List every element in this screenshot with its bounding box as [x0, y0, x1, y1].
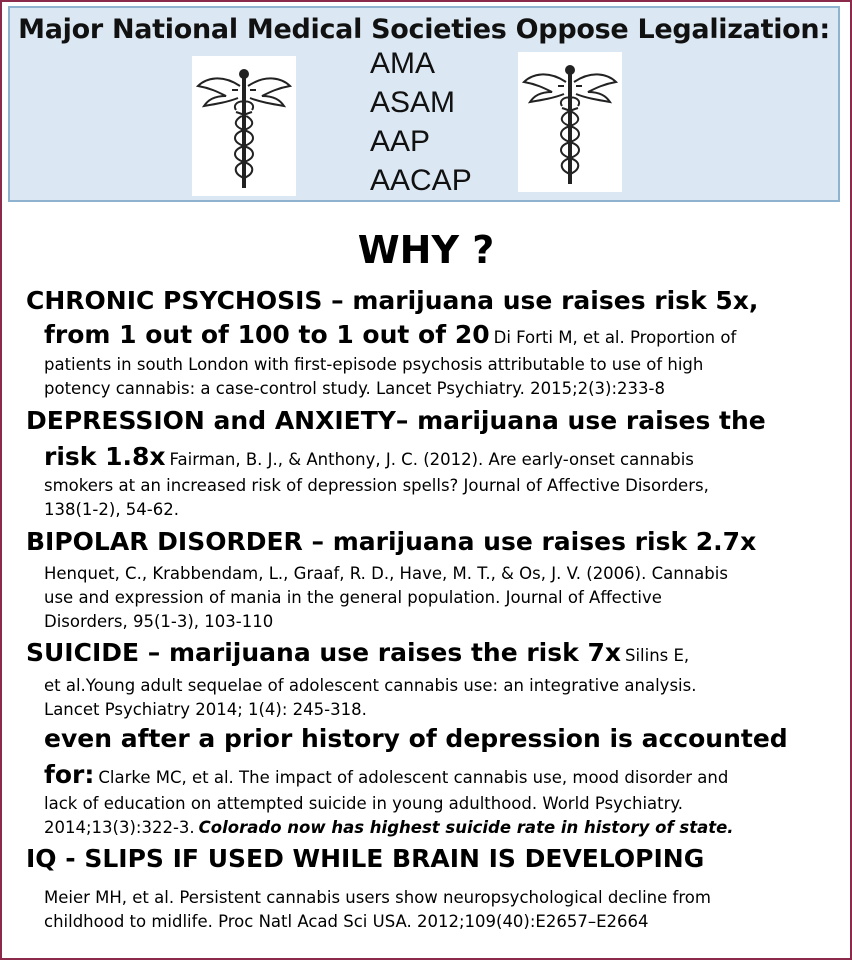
suicide-citation: et al.Young adult sequelae of adolescent cannabis use: an integrative analysis.: [44, 676, 697, 695]
suicide-citation-start: Clarke MC, et al. The impact of adolescent cannabis use, mood disorder and: [98, 768, 729, 787]
header-panel: [8, 6, 840, 202]
suicide-citation-start: Silins E,: [624, 646, 690, 665]
suicide-qualifier: even after a prior history of depression is accounted: [44, 724, 788, 753]
society-aacap: AACAP: [370, 164, 472, 197]
header-title: Major National Medical Societies Oppose Legalization:: [18, 14, 830, 45]
society-ama: AMA: [370, 47, 436, 80]
bipolar-citation: use and expression of mania in the general population. Journal of Affective: [44, 588, 662, 607]
depression-claim: DEPRESSION and ANXIETY– marijuana use raises the: [26, 406, 766, 435]
caduceus-icon: [518, 52, 622, 192]
psychosis-stat: from 1 out of 100 to 1 out of 20: [44, 320, 490, 349]
suicide-citation: Lancet Psychiatry 2014; 1(4): 245-318.: [44, 700, 367, 719]
caduceus-icon: [192, 56, 296, 196]
suicide-claim: SUICIDE – marijuana use raises the risk 7x: [26, 638, 621, 667]
suicide-qualifier-end: for:: [44, 760, 95, 789]
depression-stat: risk 1.8x: [44, 442, 166, 471]
iq-citation: childhood to midlife. Proc Natl Acad Sci USA. 2012;109(40):E2657–E2664: [44, 912, 649, 931]
psychosis-citation: patients in south London with first-episode psychosis attributable to use of high: [44, 355, 704, 374]
society-aap: AAP: [370, 125, 431, 158]
bipolar-citation: Disorders, 95(1-3), 103-110: [44, 612, 274, 631]
suicide-qualifier-line2: [44, 760, 728, 789]
bipolar-claim: BIPOLAR DISORDER – marijuana use raises risk 2.7x: [26, 527, 757, 556]
psychosis-citation: potency cannabis: a case-control study. Lancet Psychiatry. 2015;2(3):233-8: [44, 379, 665, 398]
iq-claim: IQ - SLIPS IF USED WHILE BRAIN IS DEVELOPING: [26, 844, 705, 873]
bipolar-citation: Henquet, C., Krabbendam, L., Graaf, R. D., Have, M. T., & Os, J. V. (2006). Cannabis: [44, 564, 728, 583]
suicide-claim-line1: [26, 638, 689, 667]
suicide-citation: 2014;13(3):322-3.: [44, 818, 195, 837]
depression-citation-start: Fairman, B. J., & Anthony, J. C. (2012). Are early-onset cannabis: [169, 450, 694, 469]
suicide-citation-line7: [44, 818, 734, 838]
psychosis-claim-line2: [44, 320, 736, 349]
psychosis-claim: CHRONIC PSYCHOSIS – marijuana use raises risk 5x,: [26, 286, 759, 315]
psychosis-citation-start: Di Forti M, et al. Proportion of: [493, 328, 737, 347]
societies-list: [370, 44, 472, 200]
depression-citation: 138(1-2), 54-62.: [44, 500, 179, 519]
suicide-citation: lack of education on attempted suicide in young adulthood. World Psychiatry.: [44, 794, 684, 813]
why-heading: WHY ?: [357, 228, 495, 272]
iq-citation: Meier MH, et al. Persistent cannabis users show neuropsychological decline from: [44, 888, 711, 907]
society-asam: ASAM: [370, 86, 456, 119]
depression-citation: smokers at an increased risk of depression spells? Journal of Affective Disorders,: [44, 476, 709, 495]
colorado-note: Colorado now has highest suicide rate in history of state.: [198, 818, 734, 837]
depression-claim-line2: [44, 442, 694, 471]
